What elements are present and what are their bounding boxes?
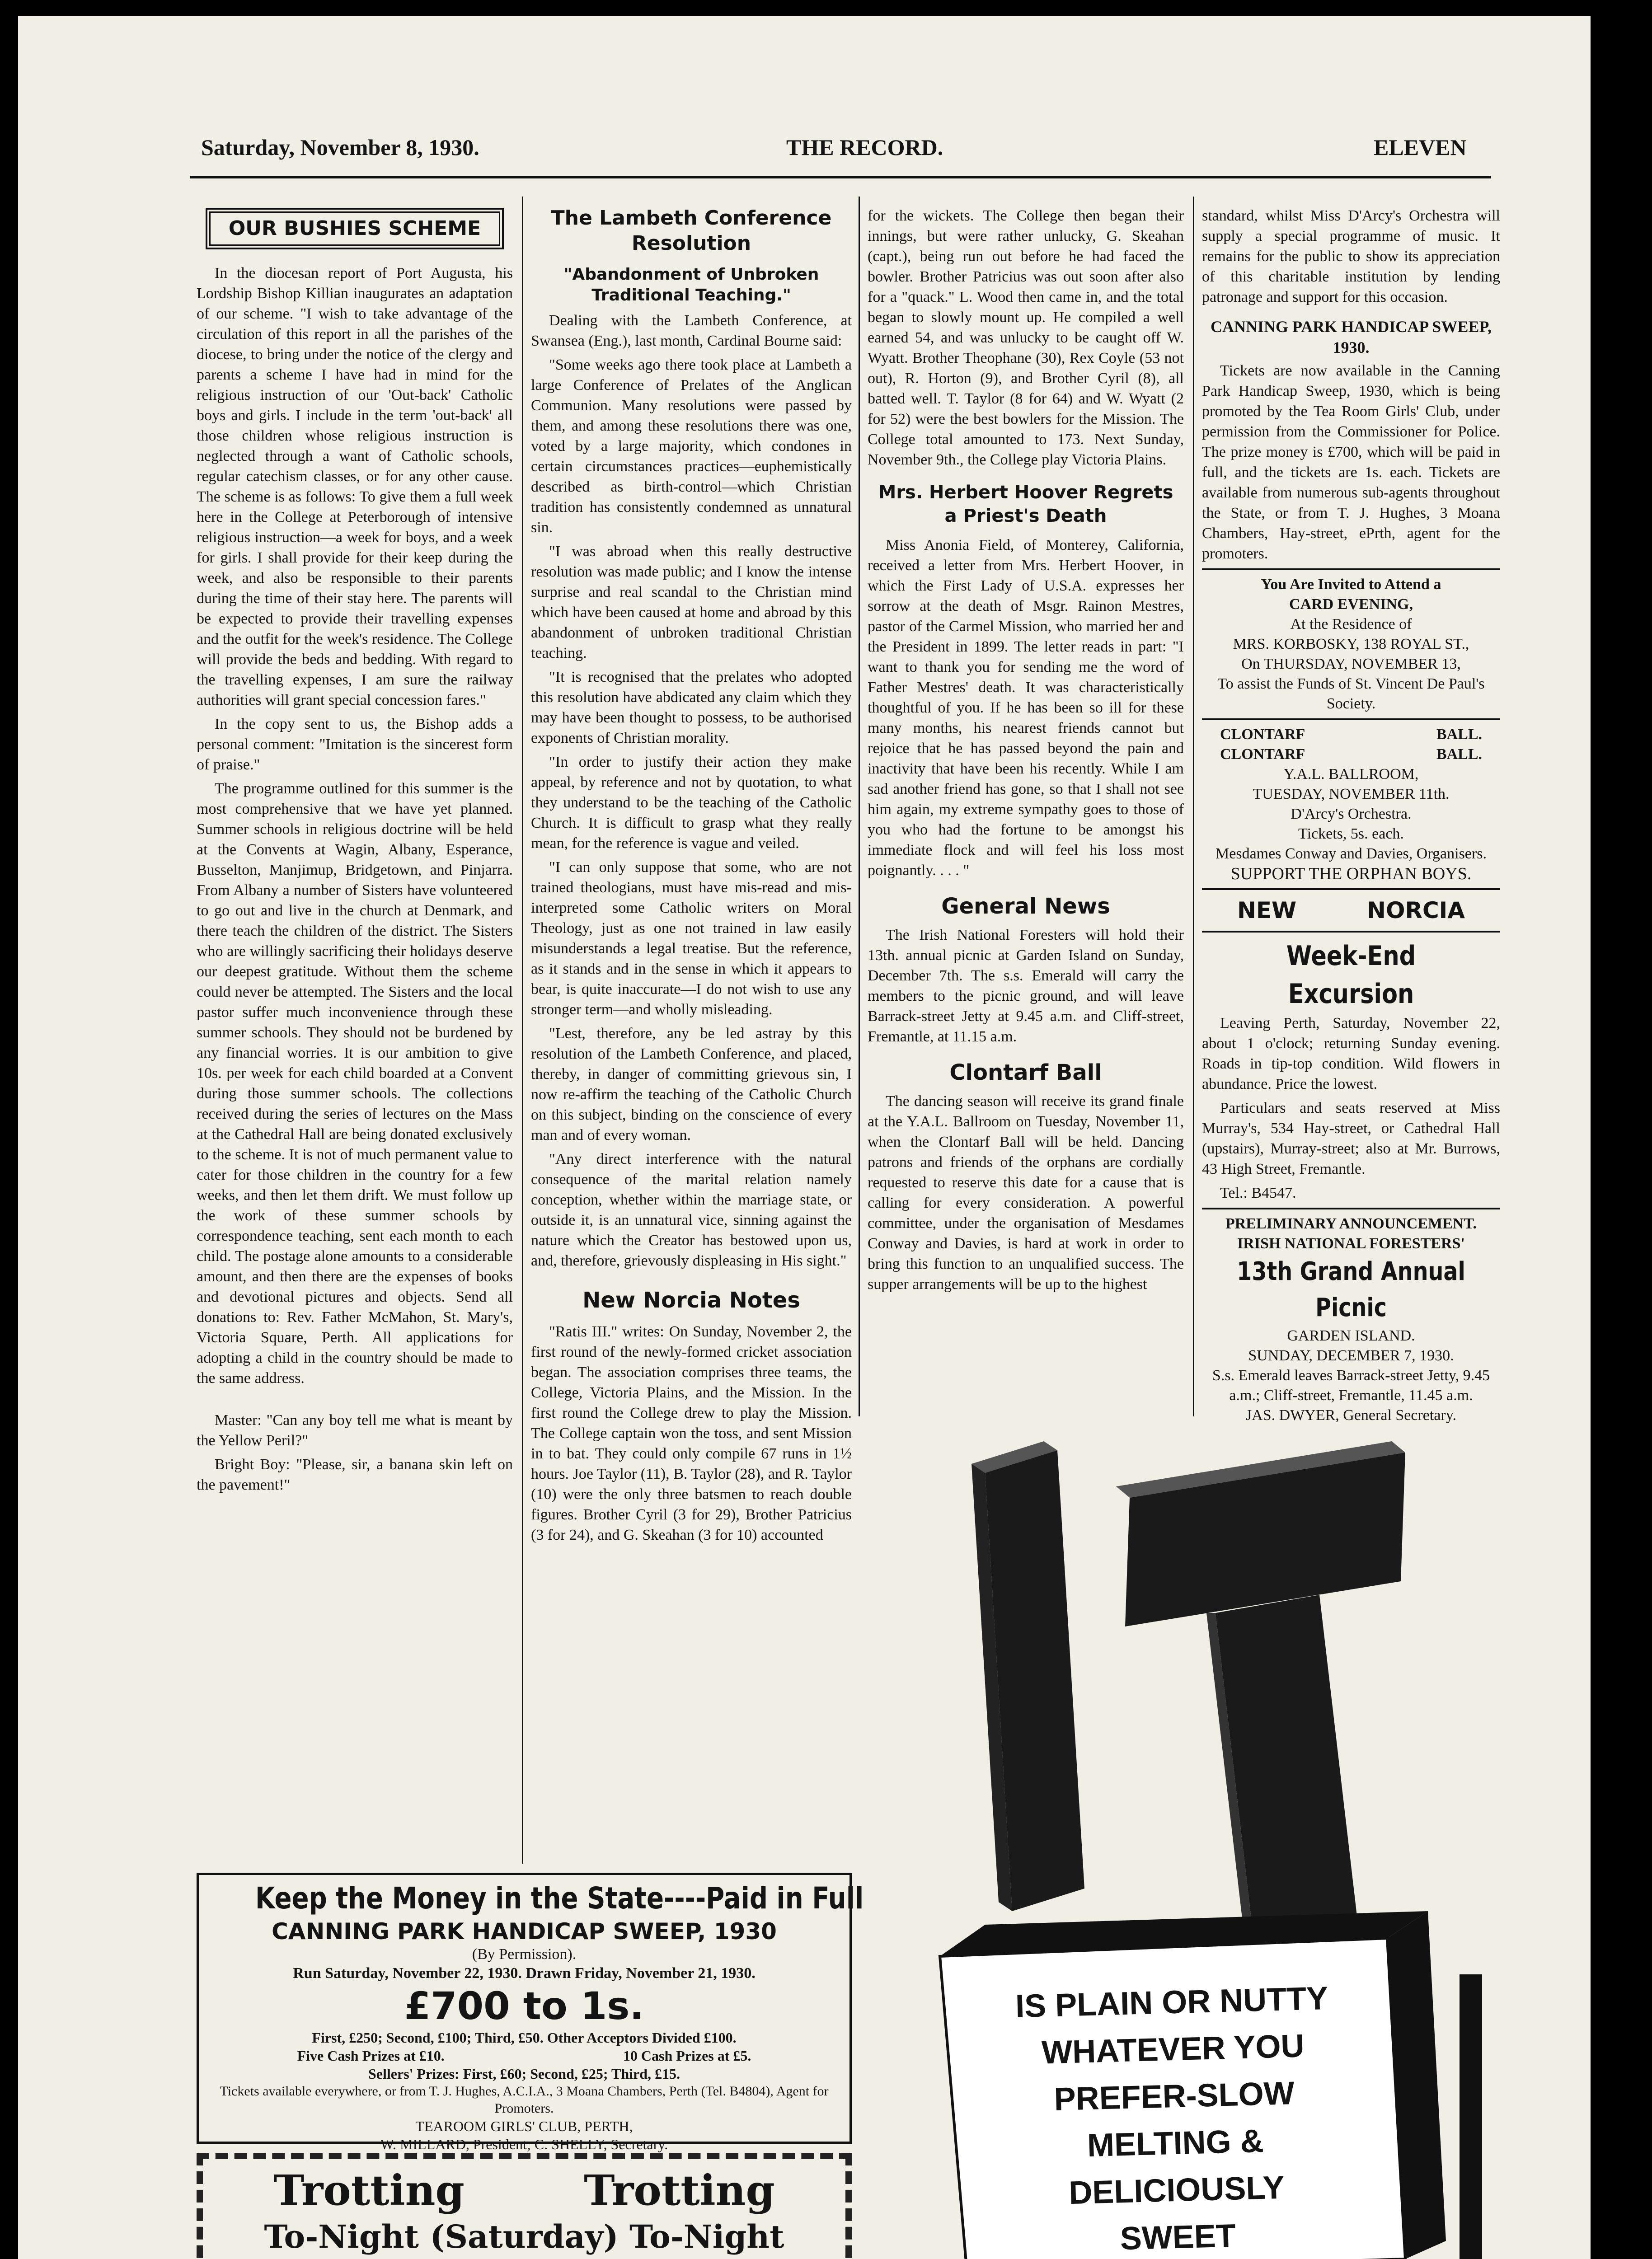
lambeth-subtitle: "Abandonment of Unbroken Traditional Teaching." — [563, 265, 819, 305]
cash-prizes-five: 10 Cash Prizes at £5. — [623, 2048, 751, 2064]
hoover-title: Mrs. Herbert Hoover Regrets a Priest's Death — [878, 482, 1173, 526]
sweep-ad-officers: W. MILLARD, President; C. SHELLY, Secretary. — [380, 2136, 668, 2152]
lambeth-para-4: "It is recognised that the prelates who adopted this resolution have abdicated any claim which they may have been thought to possess, to be authorised exponents of Christian morality. — [531, 669, 852, 746]
clontarf-ad-row-2 — [1202, 745, 1500, 764]
general-news-text: The Irish National Foresters will hold their 13th. annual picnic at Garden Island on Sunday, December 7th. The s.s. Emerald will carry the members to the picnic ground, and will leave Barrack-street Jetty at 9.45 a.m. and Cliff-street, Fremantle, at 11.15 a.m. — [868, 927, 1184, 1045]
cash-prizes-ten: Five Cash Prizes at £10. — [297, 2048, 445, 2064]
paper-title: THE RECORD. — [786, 135, 943, 160]
clontarf-ad-row-1 — [1202, 725, 1500, 745]
column-rule — [522, 197, 523, 1864]
canning-notice-title: CANNING PARK HANDICAP SWEEP, 1930. — [1210, 318, 1492, 356]
newspaper-page — [18, 16, 1591, 2259]
ball-word: BALL. — [1436, 746, 1482, 763]
excursion-booking: Particulars and seats reserved at Miss Murray's, 534 Hay-street, or Cathedral Hall (upstairs), Murray-street; also at Mr. Burrows, 43 High Street, Fremantle. — [1202, 1100, 1500, 1177]
trotting-word: Trotting — [273, 2166, 465, 2215]
picnic-line-5: SUNDAY, DECEMBER 7, 1930. — [1248, 1347, 1454, 1364]
joke-line-2: Bright Boy: "Please, sir, a banana skin left on the pavement!" — [197, 1456, 513, 1493]
divider — [1202, 718, 1500, 720]
page-number: ELEVEN — [1374, 135, 1467, 160]
picnic-line-7: JAS. DWYER, General Secretary. — [1245, 1407, 1457, 1424]
card-evening-ad — [1202, 575, 1500, 714]
clontarf-ad-line-7: Mesdames Conway and Davies, Organisers. — [1216, 845, 1487, 862]
sweep-ad-cash-prizes — [208, 2047, 840, 2065]
picnic-line-1: PRELIMINARY ANNOUNCEMENT. — [1225, 1215, 1477, 1232]
column-three — [868, 206, 1184, 1298]
bushies-para-2: In the copy sent to us, the Bishop adds a personal comment: "Imitation is the sincerest form of praise." — [197, 716, 513, 773]
clontarf-ad-line-4: TUESDAY, NOVEMBER 11th. — [1253, 786, 1450, 802]
toffee-ad — [863, 1432, 1496, 2259]
picnic-line-2: IRISH NATIONAL FORESTERS' — [1237, 1235, 1465, 1252]
divider — [1202, 568, 1500, 570]
it-letters-graphic — [971, 1441, 1405, 1961]
lambeth-para-5: "In order to justify their action they make appeal, by reference and not by quotation, to what they understand to be the teaching of the Catholic Church. It is difficult to grasp what they really mean, for the reference is vague and veiled. — [531, 754, 852, 852]
card-evening-line-3: At the Residence of — [1290, 616, 1412, 633]
sweep-ad-title: CANNING PARK HANDICAP SWEEP, 1930 — [272, 1918, 777, 1945]
clontarf-ball-text: The dancing season will receive its grand finale at the Y.A.L. Ballroom on Tuesday, November 11, when the Clontarf Ball will be held. Dancing patrons and friends of the orphans are cordially requested to reserve this date for a cause that is calling for every consideration. A powerful committee, under the organisation of Mesdames Conway and Davies, is hard at work in order to bring this function to an unqualified success. The supper arrangements will be up to the highest — [868, 1093, 1184, 1293]
slogan-line-6: SWEET — [1119, 2217, 1236, 2257]
hoover-text: Miss Anonia Field, of Monterey, California, received a letter from Mrs. Herbert Hoover, in which the First Lady of U.S.A. expresses her sorrow at the death of Msgr. Rainon Mestres, pastor of the Carmel Mission, who married her and the President in 1899. The letter reads in part: "I want to thank you for sending me the word of Father Mestres' death. It was characteristically thoughtful of you. If he has been so ill for these many months, his nearest friends cannot but rejoice that he has passed beyond the pain and inactivity that have been his recently. While I am sad another friend has gone, so that I shall not see him again, my extreme sympathy goes to those of you who had the fortune to be amongst his immediate flock and will feel his loss most poignantly. . . . " — [868, 537, 1184, 879]
slogan-line-2: WHATEVER YOU — [1041, 2028, 1305, 2071]
column-rule — [1193, 197, 1194, 1416]
picnic-line-4: GARDEN ISLAND. — [1287, 1327, 1415, 1344]
excursion-norcia: NORCIA — [1367, 897, 1465, 923]
joke-line-1: Master: "Can any boy tell me what is meant by the Yellow Peril?" — [197, 1412, 513, 1449]
lambeth-para-2: "Some weeks ago there took place at Lambeth a large Conference of Prelates of the Anglican Communion. Many resolutions were passed by them, and among these resolutions there was one, voted by a large majority, which condones in certain circumstances practices—euphemistically described as birth-control—which Christian tradition has consistently condemned as unnatural sin. — [531, 356, 852, 536]
sweep-ad-sellers: Sellers' Prizes: First, £60; Second, £25; Third, £15. — [368, 2066, 680, 2082]
excursion-phone: Tel.: B4547. — [1220, 1185, 1296, 1201]
picnic-title: 13th Grand Annual Picnic — [1237, 1257, 1465, 1322]
column-rule — [859, 197, 860, 1416]
general-news-title: General News — [941, 894, 1110, 919]
ball-word: BALL. — [1436, 726, 1482, 743]
lambeth-article — [531, 206, 852, 1549]
divider — [1202, 931, 1500, 933]
clontarf-ad-line-8: SUPPORT THE ORPHAN BOYS. — [1230, 864, 1472, 883]
sweep-ad-permission: (By Permission). — [472, 1946, 577, 1963]
excursion-new: NEW — [1237, 897, 1297, 923]
slogan-line-5: DELICIOUSLY — [1068, 2169, 1285, 2212]
lambeth-title: The Lambeth Conference Resolution — [551, 206, 832, 255]
clontarf-ball-text-cont: standard, whilst Miss D'Arcy's Orchestra will supply a special programme of music. It remains for the public to show its appreciation of this charitable institution by lending patronage and support for this occasion. — [1202, 207, 1500, 305]
bushies-article — [197, 190, 513, 1499]
slogan-line-3: PREFER-SLOW — [1053, 2075, 1295, 2118]
lambeth-para-6: "I can only suppose that some, who are not trained theologians, must have mis-read and mis-interpreted some Catholic writers on Moral Theology, just as one not trained in law easily misunderstands a legal treatise. But the reference, as it stands and in the sense in which it appears to bear, is quite inaccurate—I do not wish to use any stronger term—and wholly misleading. — [531, 859, 852, 1018]
slogan-text — [945, 1973, 1404, 2259]
picnic-ad — [1202, 1214, 1500, 1425]
card-evening-line-1: You Are Invited to Attend a — [1261, 576, 1441, 593]
slogan-line-4: MELTING & — [1087, 2123, 1264, 2164]
card-evening-line-2: CARD EVENING, — [1289, 596, 1413, 613]
sweep-ad-club: TEAROOM GIRLS' CLUB, PERTH, — [415, 2118, 633, 2134]
card-evening-line-5: On THURSDAY, NOVEMBER 13, — [1241, 656, 1461, 672]
clontarf-ad-line-5: D'Arcy's Orchestra. — [1291, 806, 1412, 822]
norcia-notes-para-1: "Ratis III." writes: On Sunday, November 2, the first round of the newly-formed cricket association began. The association comprises three teams, the College, Victoria Plains, and the Mission. In the first round the College drew to play the Mission. The College captain won the toss, and sent Mission in to bat. They could only compile 67 runs in 1½ hours. Joe Taylor (11), B. Taylor (28), and R. Taylor (10) were the only three batsmen to reach double figures. Brother Cyril (3 for 29), Brother Patricius (3 for 24), and G. Skeahan (3 for 10) accounted — [531, 1323, 852, 1543]
bushies-para-3: The programme outlined for this summer is the most comprehensive that we have yet planned. Summer schools in religious doctrine will be held at the Convents at Wagin, Albany, Esperance, Busselton, Manjimup, Bridgetown, and Pinjarra. From Albany a number of Sisters have volunteered to go out and live in the church at Denmark, and there teach the children of the district. The Sisters who are willingly sacrificing their holidays deserve our deepest gratitude. Without them the scheme could never be attempted. The Sisters and the local pastor suffer much inconvenience through these summer schools. They should not be burdened by any financial worries. It is our ambition to give 10s. per week for each child boarded at a Convent during those summer schools. The collections received during the series of lectures on the Mass at the Cathedral Hall are being donated exclusively to the scheme. It is not of much permanent value to cater for those children in the country for a few weeks, and then let them drift. We must follow up the work of these summer schools by correspondence teaching, sent each month to each child. The postage alone amounts to a considerable amount, and then there are the expenses of books and devotional pictures and objects. Send all donations to: Rev. Father McMahon, St. Mary's, Victoria Square, Perth. All applications for adopting a child in the country should be made to the same address. — [197, 780, 513, 1387]
trotting-heading — [214, 2165, 835, 2215]
sweep-ad-tickets: Tickets available everywhere, or from T. J. Hughes, A.C.I.A., 3 Moana Chambers, Perth (Tel. B4804), Agent for Promoters. — [220, 2084, 829, 2116]
clontarf-word: CLONTARF — [1220, 726, 1305, 743]
lambeth-para-8: "Any direct interference with the natural consequence of the marital relation namely conception, whether within the marriage state, or outside it, is an unnatural vice, sinning against the nature which the Creator has bestowed upon us, and, therefore, grievously displeasing in His sight." — [531, 1151, 852, 1269]
clontarf-ball-title: Clontarf Ball — [949, 1060, 1102, 1085]
column-four — [1202, 206, 1500, 1425]
bushies-title: OUR BUSHIES SCHEME — [209, 211, 500, 246]
sweep-ad-prize: £700 to 1s. — [404, 1984, 644, 2028]
lambeth-para-1: Dealing with the Lambeth Conference, at Swansea (Eng.), last month, Cardinal Bourne said: — [531, 312, 852, 349]
card-evening-line-4: MRS. KORBOSKY, 138 ROYAL ST., — [1233, 636, 1469, 652]
divider — [1202, 1208, 1500, 1209]
picnic-line-6: S.s. Emerald leaves Barrack-street Jetty, 9.45 a.m.; Cliff-street, Fremantle, 11.45 a.m. — [1212, 1367, 1490, 1404]
issue-date: Saturday, November 8, 1930. — [201, 135, 479, 160]
excursion-details: Leaving Perth, Saturday, November 22, about 1 o'clock; returning Sunday evening. Roads in tip-top condition. Wild flowers in abundance. Price the lowest. — [1202, 1015, 1500, 1092]
clontarf-ad-line-6: Tickets, 5s. each. — [1298, 825, 1404, 842]
bushies-para-1: In the diocesan report of Port Augusta, his Lordship Bishop Killian inaugurates an adaptation of our scheme. "I wish to take advantage of the circulation of this report in all the parishes of the diocese, to bring under the notice of the clergy and parents a scheme I have had in mind for the religious instruction of our 'Out-back' Catholic boys and girls. I include in the term 'out-back' all those children whose religious instruction is neglected through a want of Catholic schools, regular catechism classes, or for any other cause. The scheme is as follows: To give them a full week here in the College at Peterborough of intensive religious instruction—a week for boys, and a week for girls. I shall provide for their keep during the week, and also be responsible to their parents during the time of their stay here. The parents will be expected to provide their travelling expenses and the outfit for the week's residence. The College will provide the beds and bedding. With regard to the travelling expenses, I am sure the railway authorities will grant special concession fares." — [197, 265, 513, 708]
clontarf-word: CLONTARF — [1220, 746, 1305, 763]
norcia-notes-title: New Norcia Notes — [582, 1288, 800, 1313]
excursion-title: Week-End Excursion — [1286, 940, 1416, 1010]
excursion-heading-row — [1202, 895, 1500, 926]
clontarf-ad — [1202, 725, 1500, 884]
sweep-ad-prizes: First, £250; Second, £100; Third, £50. Other Acceptors Divided £100. — [312, 2029, 737, 2046]
lambeth-para-7: "Lest, therefore, any be led astray by this resolution of the Lambeth Conference, and placed, thereby, in danger of committing grievous sin, I now re-affirm the teaching of the Catholic Church on this subject, binding on the conscience of every man and of every woman. — [531, 1025, 852, 1144]
sweep-ad-slogan: Keep the Money in the State----Paid in Full — [255, 1881, 864, 1916]
bushies-title-box — [206, 208, 504, 249]
norcia-notes-para-2: for the wickets. The College then began their innings, but were rather unlucky, G. Skeahan (capt.), being run out before he had faced the bowler. Brother Patricius was out soon after also for a "quack." L. Wood then came in, and the total began to slowly mount up. He compiled a well earned 54, and was unlucky to be caught off W. Wyatt. Brother Theophane (30), Rex Coyle (53 not out), R. Horton (9), and Brother Cyril (8), all batted well. T. Taylor (8 for 64) and W. Wyatt (2 for 52) were the best bowlers for the Mission. The College total amounted to 173. Next Sunday, November 9th., the College play Victoria Plains. — [868, 207, 1184, 468]
lambeth-para-3: "I was abroad when this really destructive resolution was made public; and I know the intense surprise and real scandal to the Christian mind which have been caused at home and abroad by this abandonment of unbroken traditional Christian teaching. — [531, 543, 852, 661]
trotting-tonight: To-Night (Saturday) To-Night — [264, 2218, 784, 2255]
sweep-ad-dates: Run Saturday, November 22, 1930. Drawn Friday, November 21, 1930. — [293, 1965, 756, 1982]
trotting-word: Trotting — [584, 2166, 775, 2215]
divider — [1202, 888, 1500, 890]
clontarf-ad-line-3: Y.A.L. BALLROOM, — [1283, 766, 1419, 783]
canning-notice-text: Tickets are now available in the Canning Park Handicap Sweep, 1930, which is being promoted by the Tea Room Girls' Club, under permission from the Commissioner for Police. The prize money is £700, which will be paid in full, and the tickets are 1s. each. Tickets are available from numerous sub-agents throughout the State, or from T. J. Hughes, 3 Moana Chambers, Hay-street, ePrth, agent for the promoters. — [1202, 362, 1500, 562]
ad-side-bar — [1460, 1974, 1482, 2259]
sweep-ad — [197, 1873, 864, 2152]
slogan-line-1: IS PLAIN OR NUTTY — [1015, 1980, 1329, 2025]
trotting-ad — [197, 2153, 852, 2259]
card-evening-line-6: To assist the Funds of St. Vincent De Paul's Society. — [1217, 675, 1485, 712]
header-rule — [190, 176, 1491, 178]
